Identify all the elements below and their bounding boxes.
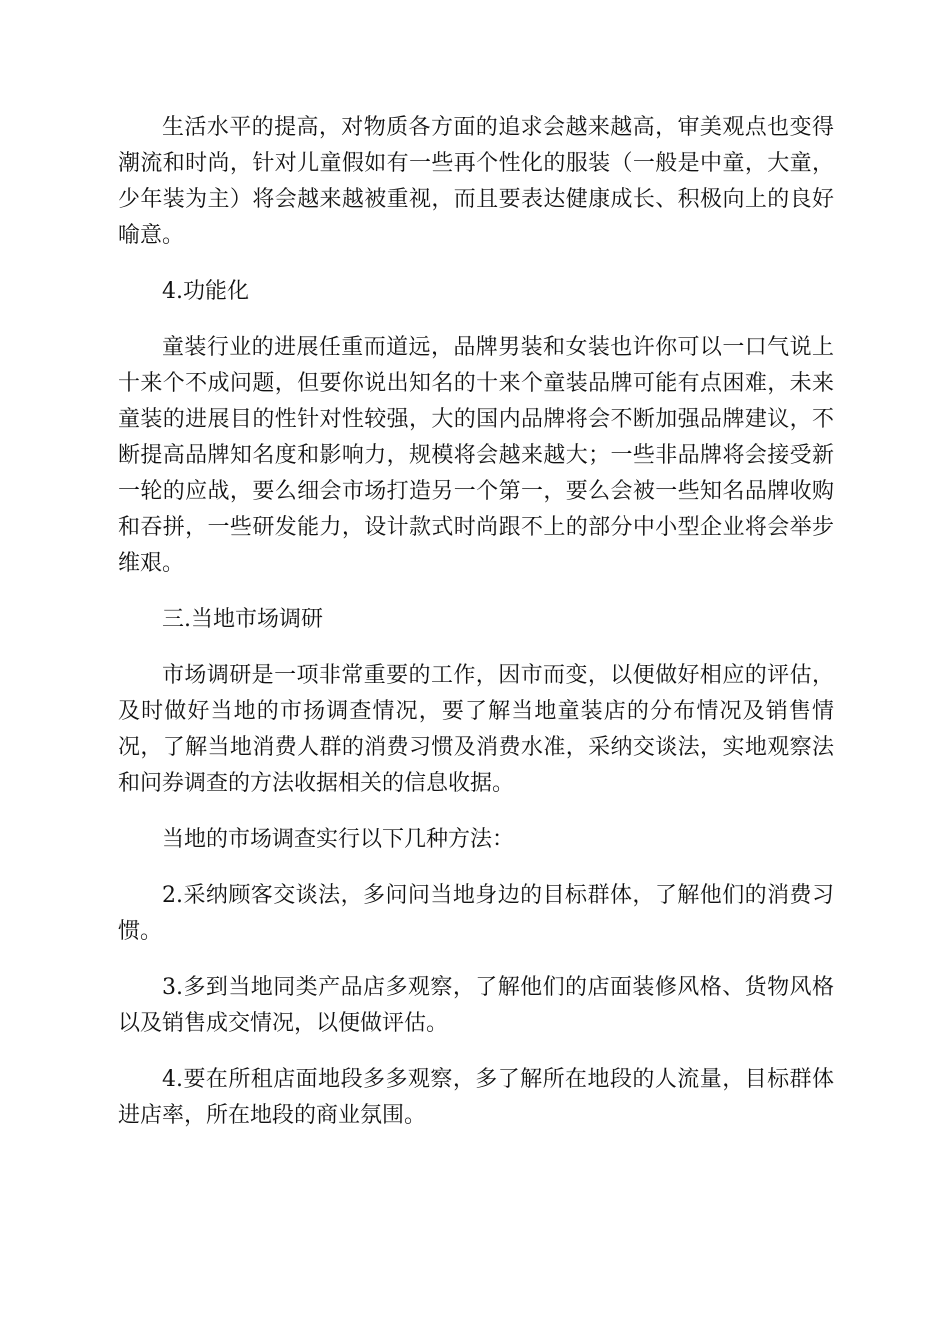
paragraph-industry-development: 童装行业的进展任重而道远，品牌男装和女装也许你可以一口气说上十来个不成问题，但要你说出知名的十来个童装品牌可能有点困难，未来童装的进展目的性针对性较强，大的国内品牌将会不断加强品牌建议，不断提高品牌知名度和影响力，规模将会越来越大；一些非品牌将会接受新一轮的应战，要么细会市场打造另一个第一，要么会被一些知名品牌收购和吞拼，一些研发能力，设计款式时尚跟不上的部分中小型企业将会举步维艰。 [118,335,834,576]
paragraph-market-research: 市场调研是一项非常重要的工作，因市而变，以便做好相应的评估，及时做好当地的市扬调查情况，要了解当地童装店的分布情况及销售情况，了解当地消费人群的消费习惯及消费水准，采纳交谈法，实地观察法和问券调查的方法收据相关的信息收据。 [118,663,834,796]
heading-local-market-research: 三.当地市场调研 [162,607,323,632]
document-body [118,110,834,1154]
paragraph-living-standards: 生活水平的提高，对物质各方面的追求会越来越高，审美观点也变得潮流和时尚，针对儿童假如有一些再个性化的服装（一般是中童，大童，少年装为主）将会越来越被重视，而且要表达健康成长、积极向上的良好喻意。 [118,115,834,248]
paragraph-method-observe-location: 4.要在所租店面地段多多观察，多了解所在地段的人流量，目标群体进店率，所在地段的商业氛围。 [118,1067,834,1128]
paragraph-method-interview: 2.采纳顾客交谈法，多问问当地身边的目标群体，了解他们的消费习惯。 [118,883,834,944]
heading-functionality: 4.功能化 [162,279,249,304]
paragraph-method-observe-stores: 3.多到当地同类产品店多观察，了解他们的店面装修风格、货物风格以及销售成交情况，以便做评估。 [118,975,834,1036]
paragraph-survey-methods-intro: 当地的市场调查实行以下几种方法： [162,827,515,852]
